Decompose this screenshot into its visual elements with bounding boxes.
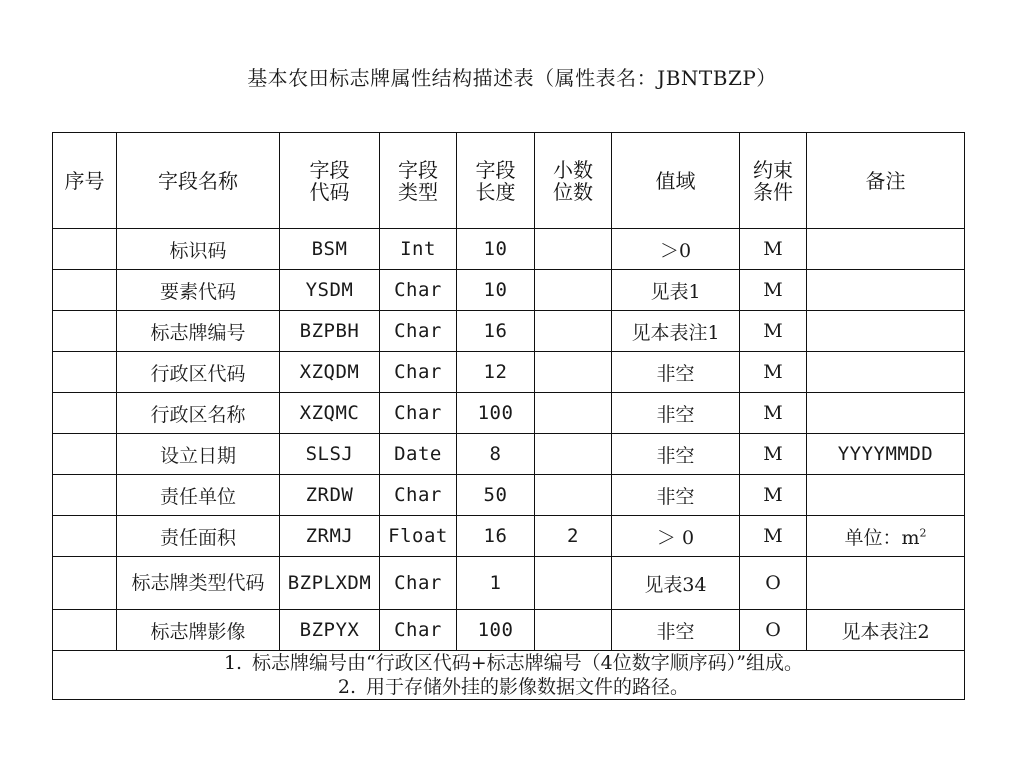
cell-type: Date <box>380 434 457 475</box>
cell-type: Char <box>380 610 457 651</box>
cell-seq <box>53 475 117 516</box>
cell-domain: 非空 <box>612 393 740 434</box>
cell-decimals: 2 <box>535 516 612 557</box>
cell-seq <box>53 393 117 434</box>
cell-length: 8 <box>457 434 535 475</box>
cell-decimals <box>535 270 612 311</box>
cell-remark <box>807 270 965 311</box>
cell-seq <box>53 270 117 311</box>
cell-name: 标志牌影像 <box>117 610 280 651</box>
cell-code: BZPLXDM <box>280 557 380 610</box>
table-row <box>53 311 965 352</box>
cell-constraint: M <box>740 475 807 516</box>
cell-seq <box>53 610 117 651</box>
cell-code: BZPYX <box>280 610 380 651</box>
table-row <box>53 475 965 516</box>
cell-constraint: M <box>740 229 807 270</box>
table-row <box>53 516 965 557</box>
cell-decimals <box>535 229 612 270</box>
cell-type: Char <box>380 352 457 393</box>
cell-decimals <box>535 352 612 393</box>
table-row <box>53 352 965 393</box>
attribute-table <box>52 132 965 700</box>
table-row <box>53 557 965 610</box>
cell-code: SLSJ <box>280 434 380 475</box>
cell-name: 设立日期 <box>117 434 280 475</box>
cell-length: 50 <box>457 475 535 516</box>
cell-remark: 见本表注2 <box>807 610 965 651</box>
cell-constraint: M <box>740 311 807 352</box>
header-domain: 值域 <box>612 133 740 229</box>
cell-constraint: M <box>740 352 807 393</box>
cell-constraint: M <box>740 393 807 434</box>
table-row <box>53 270 965 311</box>
cell-constraint: O <box>740 610 807 651</box>
cell-code: XZQMC <box>280 393 380 434</box>
note-text: 标志牌编号由“行政区代码+标志牌编号（4位数字顺序码）”组成。 <box>252 652 803 674</box>
header-field-length: 字段 长度 <box>457 133 535 229</box>
header-decimals: 小数 位数 <box>535 133 612 229</box>
cell-name: 标志牌编号 <box>117 311 280 352</box>
cell-remark <box>807 311 965 352</box>
cell-name: 责任面积 <box>117 516 280 557</box>
cell-seq <box>53 352 117 393</box>
cell-code: ZRMJ <box>280 516 380 557</box>
cell-decimals <box>535 610 612 651</box>
note-line <box>53 651 964 675</box>
cell-name: 行政区代码 <box>117 352 280 393</box>
cell-length: 100 <box>457 393 535 434</box>
cell-remark <box>807 475 965 516</box>
cell-seq <box>53 229 117 270</box>
cell-code: ZRDW <box>280 475 380 516</box>
cell-type: Char <box>380 393 457 434</box>
cell-constraint: M <box>740 516 807 557</box>
cell-type: Char <box>380 475 457 516</box>
header-remark: 备注 <box>807 133 965 229</box>
header-seq: 序号 <box>53 133 117 229</box>
remark-text: 单位：m <box>844 526 920 549</box>
page-title: 基本农田标志牌属性结构描述表（属性表名：JBNTBZP） <box>247 66 777 90</box>
cell-domain: 见表34 <box>612 557 740 610</box>
cell-domain: 非空 <box>612 434 740 475</box>
note-text: 用于存储外挂的影像数据文件的路径。 <box>365 676 689 698</box>
cell-remark: YYYYMMDD <box>807 434 965 475</box>
cell-decimals <box>535 393 612 434</box>
cell-domain: 非空 <box>612 352 740 393</box>
header-field-type: 字段 类型 <box>380 133 457 229</box>
cell-length: 1 <box>457 557 535 610</box>
cell-domain: ＞ 0 <box>612 516 740 557</box>
cell-name: 标识码 <box>117 229 280 270</box>
cell-type: Float <box>380 516 457 557</box>
cell-seq <box>53 311 117 352</box>
table-row <box>53 434 965 475</box>
notes-row <box>53 651 965 700</box>
cell-length: 12 <box>457 352 535 393</box>
cell-domain: 非空 <box>612 475 740 516</box>
note-line <box>53 675 964 699</box>
cell-name: 责任单位 <box>117 475 280 516</box>
table-row <box>53 229 965 270</box>
cell-decimals <box>535 557 612 610</box>
cell-type: Char <box>380 311 457 352</box>
cell-domain: 非空 <box>612 610 740 651</box>
cell-remark <box>807 393 965 434</box>
cell-length: 10 <box>457 229 535 270</box>
cell-decimals <box>535 434 612 475</box>
cell-remark <box>807 229 965 270</box>
cell-name: 标志牌类型代码 <box>117 557 280 610</box>
cell-type: Char <box>380 557 457 610</box>
cell-decimals <box>535 311 612 352</box>
cell-type: Int <box>380 229 457 270</box>
table-row <box>53 610 965 651</box>
note-number: 1. <box>223 652 243 674</box>
table-notes <box>53 651 965 700</box>
cell-domain: 见本表注1 <box>612 311 740 352</box>
cell-code: BSM <box>280 229 380 270</box>
header-field-name: 字段名称 <box>117 133 280 229</box>
cell-seq <box>53 516 117 557</box>
cell-length: 10 <box>457 270 535 311</box>
cell-name: 要素代码 <box>117 270 280 311</box>
cell-code: XZQDM <box>280 352 380 393</box>
cell-remark <box>807 557 965 610</box>
cell-code: YSDM <box>280 270 380 311</box>
cell-constraint: M <box>740 434 807 475</box>
cell-domain: 见表1 <box>612 270 740 311</box>
cell-code: BZPBH <box>280 311 380 352</box>
cell-type: Char <box>380 270 457 311</box>
remark-superscript: 2 <box>919 526 927 540</box>
cell-length: 16 <box>457 516 535 557</box>
cell-seq <box>53 557 117 610</box>
note-number: 2. <box>337 676 357 698</box>
cell-name: 行政区名称 <box>117 393 280 434</box>
cell-remark <box>807 516 965 557</box>
cell-decimals <box>535 475 612 516</box>
header-field-code: 字段 代码 <box>280 133 380 229</box>
cell-constraint: O <box>740 557 807 610</box>
cell-remark <box>807 352 965 393</box>
cell-constraint: M <box>740 270 807 311</box>
cell-domain: ＞0 <box>612 229 740 270</box>
table-row <box>53 393 965 434</box>
header-row <box>53 133 965 229</box>
cell-length: 16 <box>457 311 535 352</box>
cell-length: 100 <box>457 610 535 651</box>
header-constraint: 约束 条件 <box>740 133 807 229</box>
cell-seq <box>53 434 117 475</box>
